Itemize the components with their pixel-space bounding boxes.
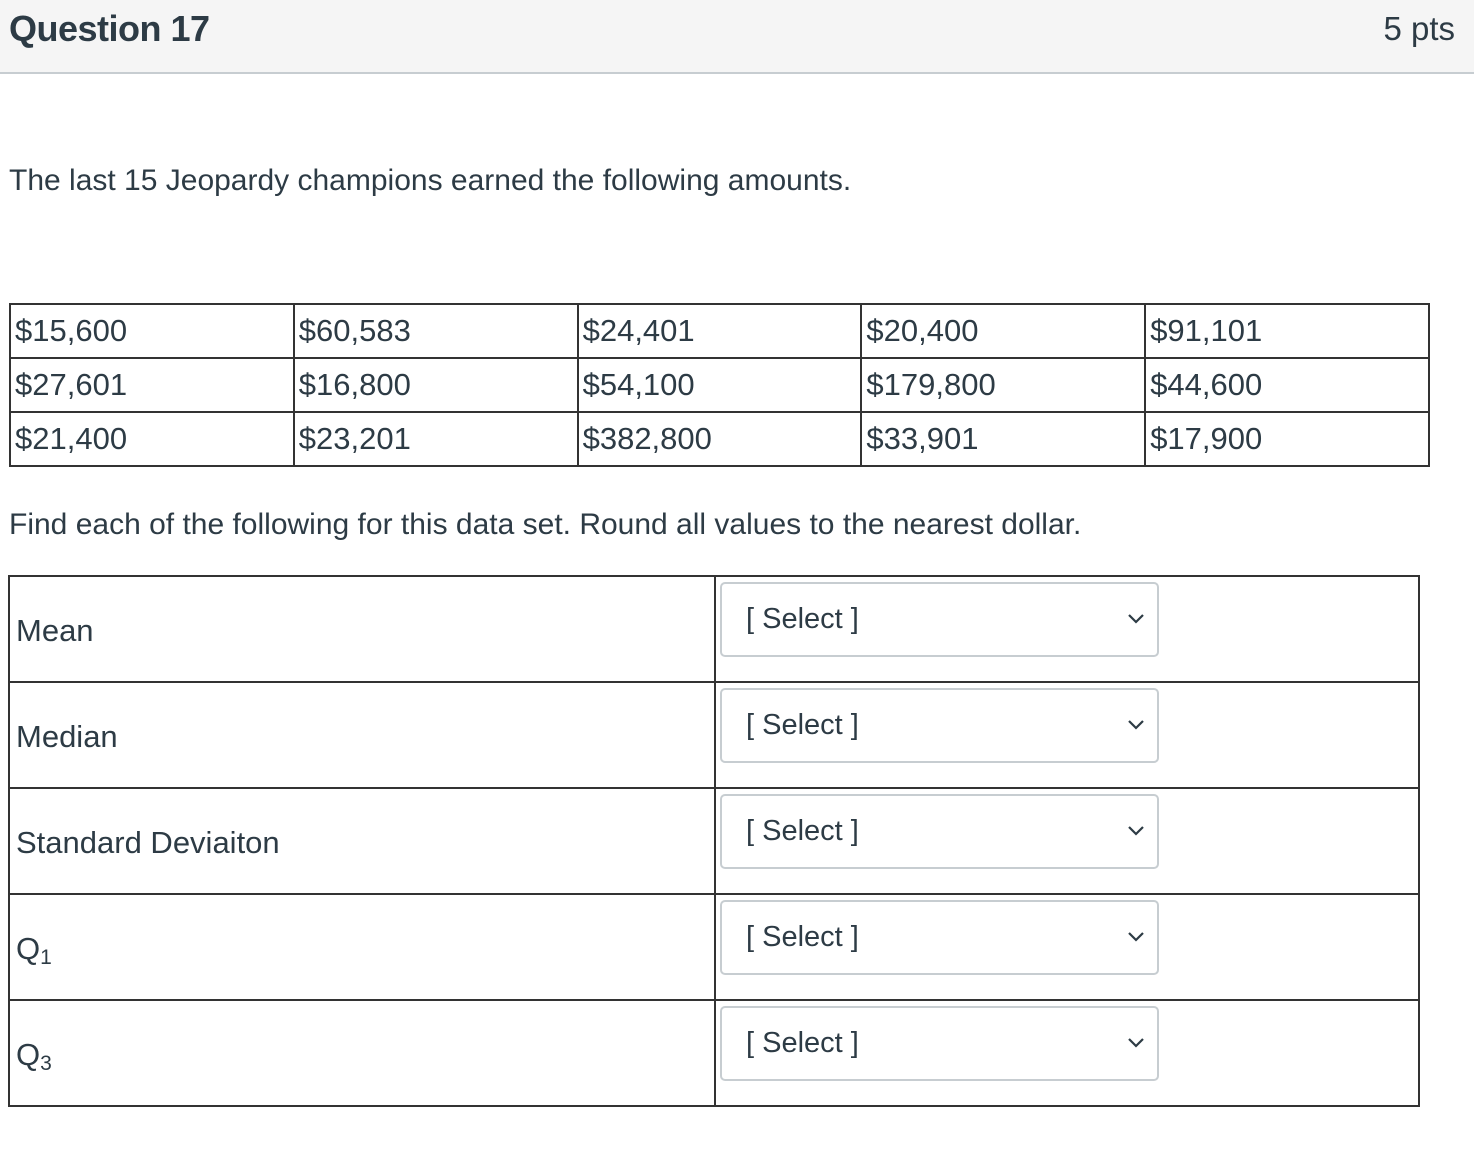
table-cell: $24,401 [578, 304, 862, 358]
q3-select-value: [ Select ] [746, 1027, 859, 1059]
chevron-down-icon [1127, 824, 1145, 838]
question-title: Question 17 [9, 8, 210, 49]
chevron-down-icon [1127, 930, 1145, 944]
std-dev-select-value: [ Select ] [746, 815, 859, 847]
answer-label-q1-main: Q [16, 931, 41, 966]
answer-row-q1 [9, 894, 1419, 1000]
question-header [0, 0, 1474, 74]
table-cell: $27,601 [10, 358, 294, 412]
mean-select-value: [ Select ] [746, 603, 859, 635]
table-cell: $54,100 [578, 358, 862, 412]
answer-label-q3-sub: 3 [40, 1052, 52, 1075]
table-cell: $20,400 [861, 304, 1145, 358]
table-cell: $382,800 [578, 412, 862, 466]
q1-select-value: [ Select ] [746, 921, 859, 953]
table-row [10, 358, 1429, 412]
table-row [10, 304, 1429, 358]
question-intro: The last 15 Jeopardy champions earned the following amounts. [9, 164, 852, 197]
answer-label-q3-main: Q [16, 1037, 41, 1072]
median-select-value: [ Select ] [746, 709, 859, 741]
table-cell: $179,800 [861, 358, 1145, 412]
question-points: 5 pts [1383, 10, 1455, 47]
q3-select[interactable] [720, 1006, 1159, 1081]
chevron-down-icon [1127, 718, 1145, 732]
answer-table [8, 575, 1420, 1107]
question-instruction: Find each of the following for this data set. Round all values to the nearest dollar. [9, 508, 1082, 541]
mean-select[interactable] [720, 582, 1159, 657]
table-cell: $21,400 [10, 412, 294, 466]
answer-label-mean: Mean [16, 613, 94, 648]
table-cell: $23,201 [294, 412, 578, 466]
answer-row-median [9, 682, 1419, 788]
answer-label-median: Median [16, 719, 118, 754]
table-cell: $44,600 [1145, 358, 1429, 412]
table-cell: $33,901 [861, 412, 1145, 466]
answer-label-q1 [16, 931, 52, 970]
table-cell: $15,600 [10, 304, 294, 358]
q1-select[interactable] [720, 900, 1159, 975]
table-cell: $91,101 [1145, 304, 1429, 358]
answer-row-q3 [9, 1000, 1419, 1106]
table-cell: $17,900 [1145, 412, 1429, 466]
earnings-table [9, 303, 1430, 467]
std-dev-select[interactable] [720, 794, 1159, 869]
table-cell: $16,800 [294, 358, 578, 412]
answer-row-mean [9, 576, 1419, 682]
table-cell: $60,583 [294, 304, 578, 358]
answer-label-std-dev: Standard Deviaiton [16, 825, 280, 860]
median-select[interactable] [720, 688, 1159, 763]
table-row [10, 412, 1429, 466]
answer-label-q1-sub: 1 [40, 946, 52, 969]
answer-label-q3 [16, 1037, 52, 1076]
chevron-down-icon [1127, 1036, 1145, 1050]
chevron-down-icon [1127, 612, 1145, 626]
answer-row-std-dev [9, 788, 1419, 894]
